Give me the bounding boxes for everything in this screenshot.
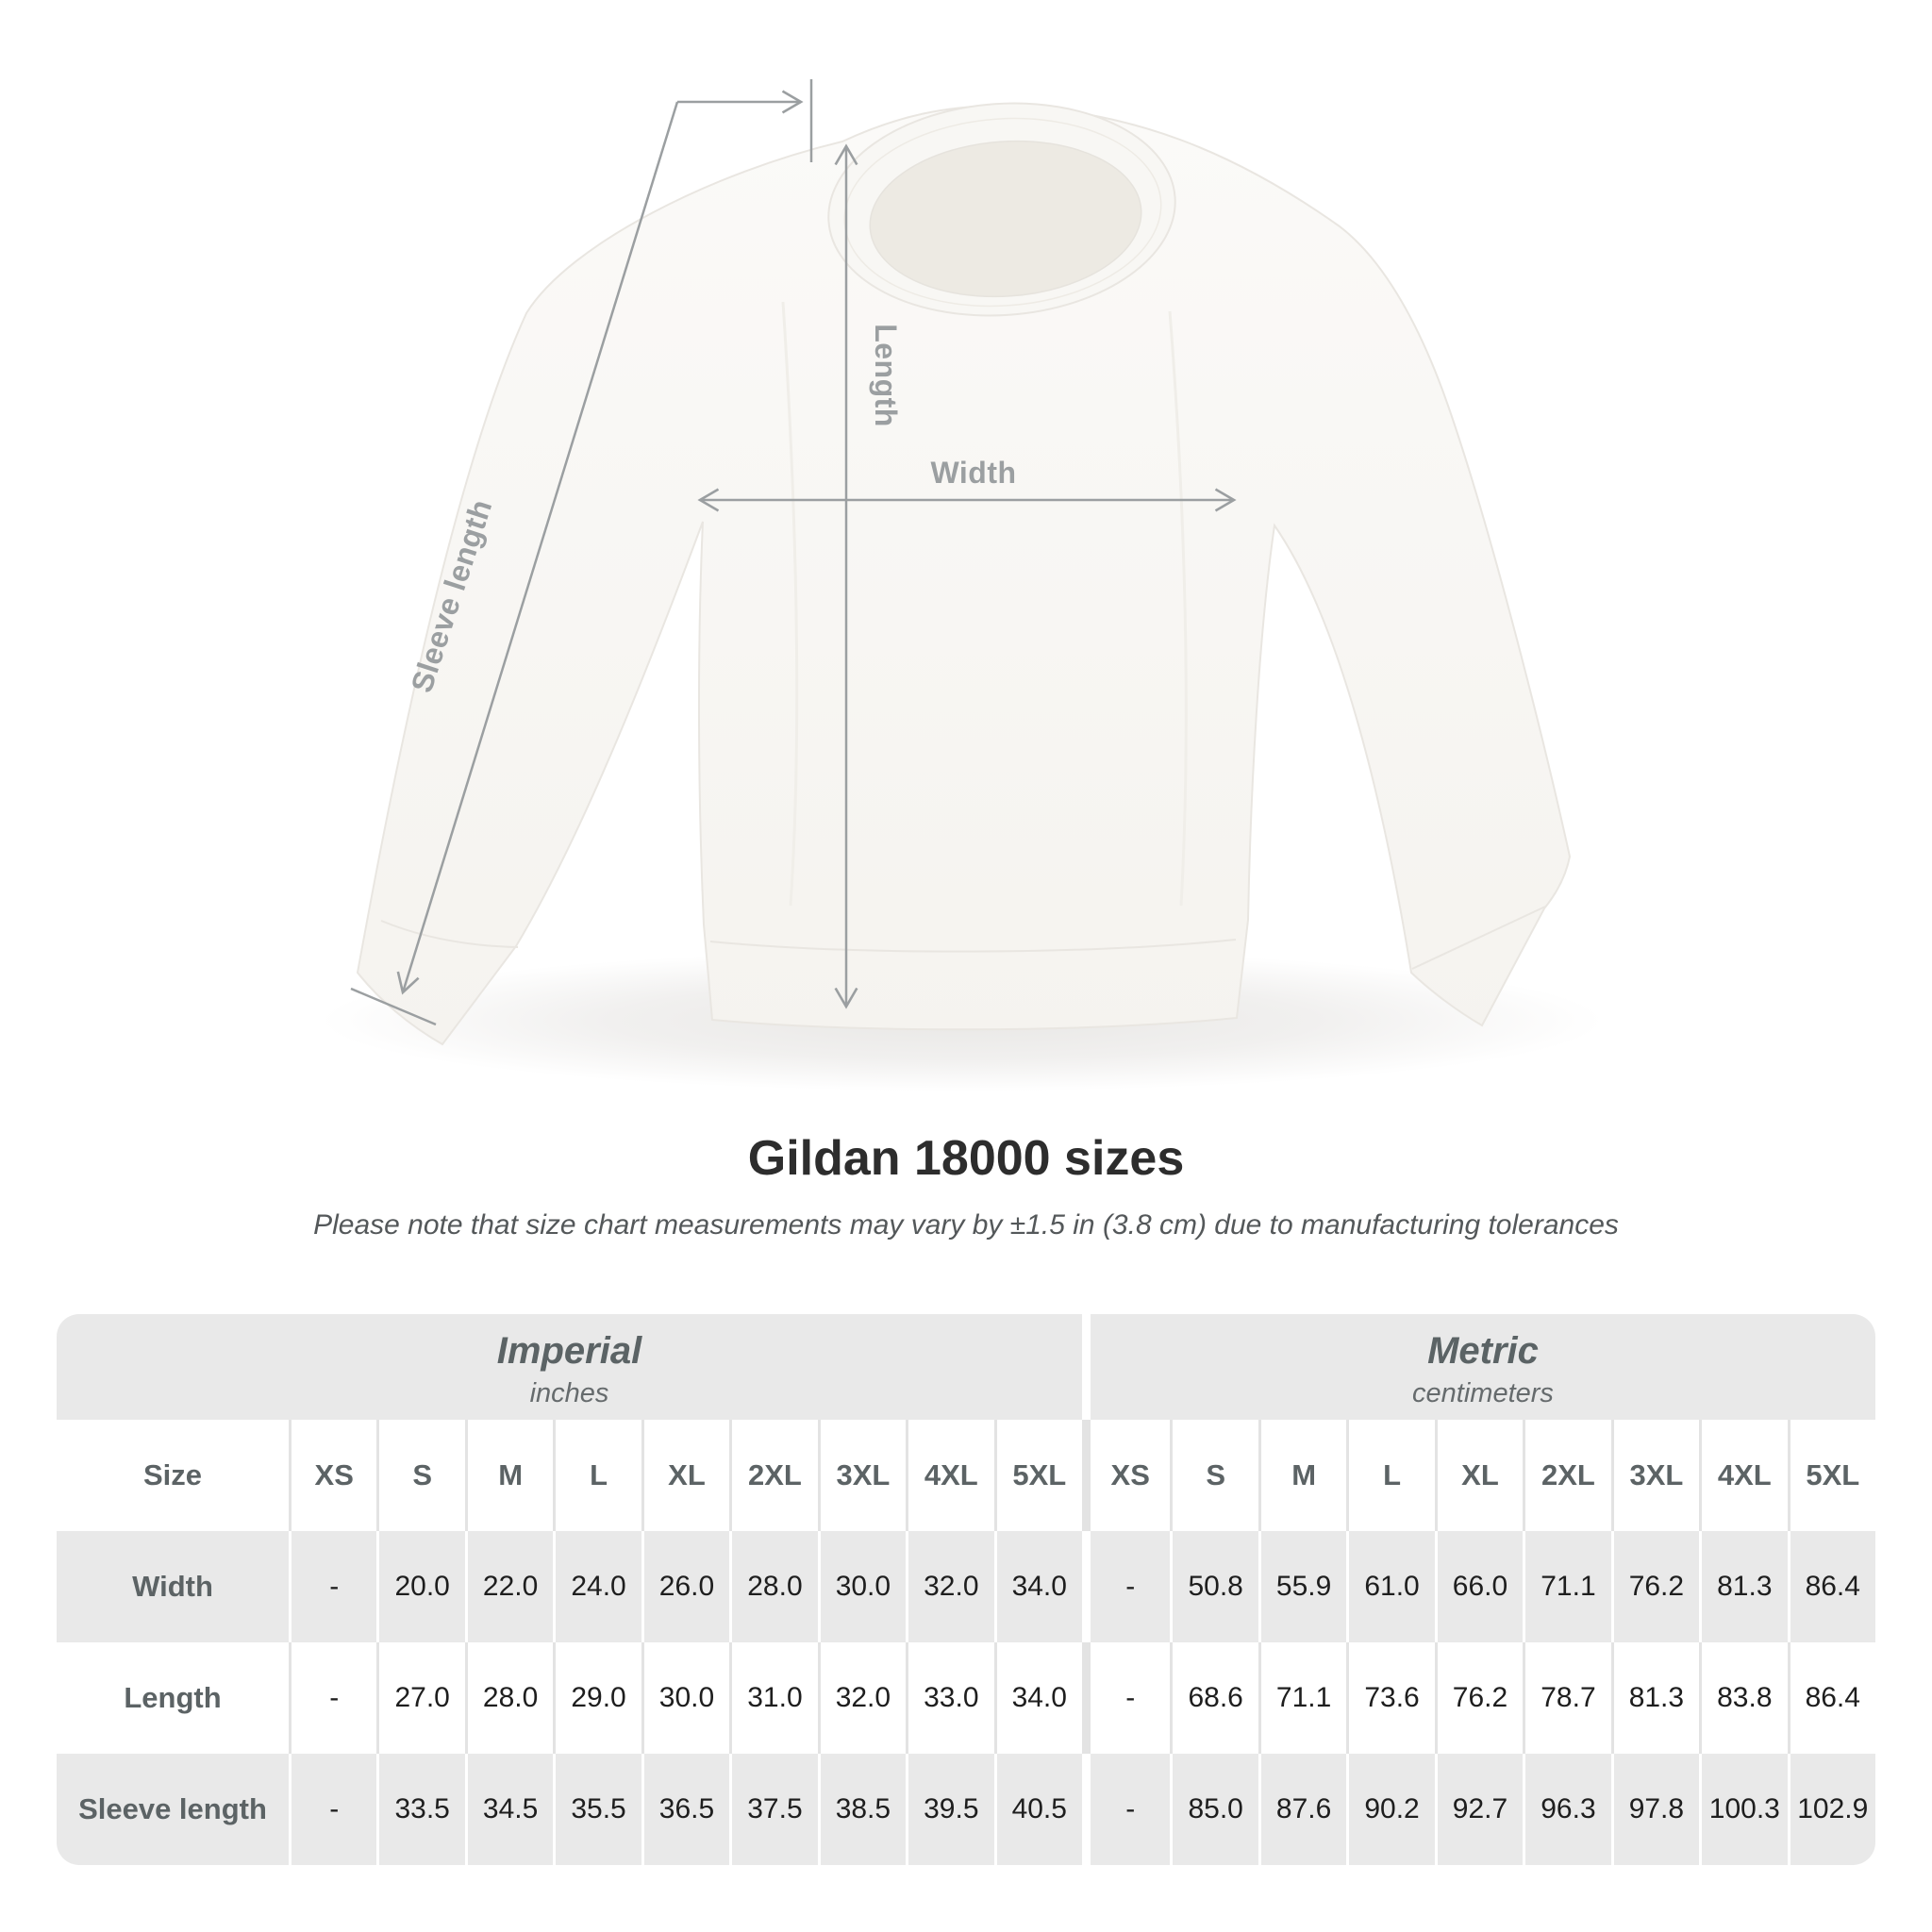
measurement-cell: 39.5 bbox=[906, 1754, 993, 1865]
size-column-header: 4XL bbox=[906, 1420, 993, 1531]
measurement-cell: 32.0 bbox=[906, 1531, 993, 1642]
measurement-cell: 102.9 bbox=[1788, 1754, 1875, 1865]
length-dimension-label: Length bbox=[869, 324, 903, 427]
size-column-header: 5XL bbox=[1788, 1420, 1875, 1531]
size-column-header: XL bbox=[1435, 1420, 1523, 1531]
measurement-cell: 97.8 bbox=[1611, 1754, 1699, 1865]
measurement-cell: 34.5 bbox=[465, 1754, 553, 1865]
tolerance-note: Please note that size chart measurements may vary by ±1.5 in (3.8 cm) due to manufacturing tolerances bbox=[313, 1209, 1619, 1241]
size-column-header: M bbox=[465, 1420, 553, 1531]
measurement-cell: 34.0 bbox=[994, 1531, 1082, 1642]
imperial-label: Imperial bbox=[496, 1330, 642, 1372]
measurement-cell: 81.3 bbox=[1699, 1531, 1787, 1642]
row-label-length: Length bbox=[57, 1642, 289, 1754]
size-column-header: 5XL bbox=[994, 1420, 1082, 1531]
measurement-cell: - bbox=[289, 1642, 376, 1754]
measurement-cell: 34.0 bbox=[994, 1642, 1082, 1754]
measurement-cell: 50.8 bbox=[1170, 1531, 1257, 1642]
measurement-cell: 76.2 bbox=[1435, 1642, 1523, 1754]
measurement-cell: 83.8 bbox=[1699, 1642, 1787, 1754]
size-column-header: 3XL bbox=[818, 1420, 906, 1531]
measurement-cell: 29.0 bbox=[553, 1642, 641, 1754]
size-column-header: 3XL bbox=[1611, 1420, 1699, 1531]
measurement-cell: 33.0 bbox=[906, 1642, 993, 1754]
size-column-header: 2XL bbox=[1523, 1420, 1610, 1531]
size-column-header: L bbox=[1346, 1420, 1434, 1531]
size-table bbox=[57, 1314, 1875, 1865]
metric-unit-label: centimeters bbox=[1412, 1378, 1554, 1408]
measurement-cell: 61.0 bbox=[1346, 1531, 1434, 1642]
page-title: Gildan 18000 sizes bbox=[747, 1131, 1185, 1186]
unit-header-band bbox=[57, 1314, 1875, 1420]
measurement-cell: 90.2 bbox=[1346, 1754, 1434, 1865]
measurement-cell: 27.0 bbox=[376, 1642, 464, 1754]
measurement-cell: 30.0 bbox=[818, 1531, 906, 1642]
measurement-cell: - bbox=[1082, 1642, 1170, 1754]
measurement-cell: - bbox=[289, 1754, 376, 1865]
measurement-cell: 71.1 bbox=[1523, 1531, 1610, 1642]
measurement-cell: - bbox=[289, 1531, 376, 1642]
size-column-header: S bbox=[376, 1420, 464, 1531]
sleeve-length-dimension-label: Sleeve length bbox=[404, 494, 499, 697]
measurement-cell: 86.4 bbox=[1788, 1642, 1875, 1754]
measurement-cell: 37.5 bbox=[729, 1754, 817, 1865]
size-column-header: XS bbox=[289, 1420, 376, 1531]
measurement-cell: 86.4 bbox=[1788, 1531, 1875, 1642]
size-column-header: M bbox=[1258, 1420, 1346, 1531]
unit-group-imperial bbox=[57, 1314, 1091, 1420]
measurement-cell: 87.6 bbox=[1258, 1754, 1346, 1865]
unit-group-metric bbox=[1091, 1314, 1875, 1420]
measurement-cell: 81.3 bbox=[1611, 1642, 1699, 1754]
measurement-cell: 55.9 bbox=[1258, 1531, 1346, 1642]
measurement-cell: 38.5 bbox=[818, 1754, 906, 1865]
size-column-header: 4XL bbox=[1699, 1420, 1787, 1531]
measurement-cell: - bbox=[1082, 1754, 1170, 1865]
measurement-cell: 71.1 bbox=[1258, 1642, 1346, 1754]
column-header-size: Size bbox=[57, 1420, 289, 1531]
measurement-cell: 33.5 bbox=[376, 1754, 464, 1865]
measurement-grid bbox=[57, 1420, 1875, 1865]
size-column-header: XL bbox=[641, 1420, 729, 1531]
measurement-cell: 35.5 bbox=[553, 1754, 641, 1865]
measurement-cell: 40.5 bbox=[994, 1754, 1082, 1865]
size-column-header: 2XL bbox=[729, 1420, 817, 1531]
sweatshirt-photo bbox=[358, 92, 1570, 1044]
measurement-cell: 20.0 bbox=[376, 1531, 464, 1642]
measurement-cell: 96.3 bbox=[1523, 1754, 1610, 1865]
measurement-cell: 32.0 bbox=[818, 1642, 906, 1754]
measurement-cell: 100.3 bbox=[1699, 1754, 1787, 1865]
metric-label: Metric bbox=[1427, 1330, 1539, 1372]
measurement-cell: 31.0 bbox=[729, 1642, 817, 1754]
row-label-sleeve-length: Sleeve length bbox=[57, 1754, 289, 1865]
measurement-cell: 30.0 bbox=[641, 1642, 729, 1754]
size-column-header: L bbox=[553, 1420, 641, 1531]
imperial-unit-label: inches bbox=[529, 1378, 609, 1408]
measurement-cell: 85.0 bbox=[1170, 1754, 1257, 1865]
width-dimension-label: Width bbox=[930, 456, 1017, 490]
measurement-cell: 24.0 bbox=[553, 1531, 641, 1642]
measurement-cell: 28.0 bbox=[729, 1531, 817, 1642]
measurement-cell: 26.0 bbox=[641, 1531, 729, 1642]
measurement-cell: 76.2 bbox=[1611, 1531, 1699, 1642]
size-column-header: XS bbox=[1082, 1420, 1170, 1531]
size-column-header: S bbox=[1170, 1420, 1257, 1531]
measurement-cell: 22.0 bbox=[465, 1531, 553, 1642]
measurement-cell: 92.7 bbox=[1435, 1754, 1523, 1865]
measurement-cell: 73.6 bbox=[1346, 1642, 1434, 1754]
measurement-cell: 28.0 bbox=[465, 1642, 553, 1754]
measurement-cell: 36.5 bbox=[641, 1754, 729, 1865]
measurement-cell: 78.7 bbox=[1523, 1642, 1610, 1754]
measurement-cell: - bbox=[1082, 1531, 1170, 1642]
measurement-cell: 68.6 bbox=[1170, 1642, 1257, 1754]
measurement-cell: 66.0 bbox=[1435, 1531, 1523, 1642]
row-label-width: Width bbox=[57, 1531, 289, 1642]
